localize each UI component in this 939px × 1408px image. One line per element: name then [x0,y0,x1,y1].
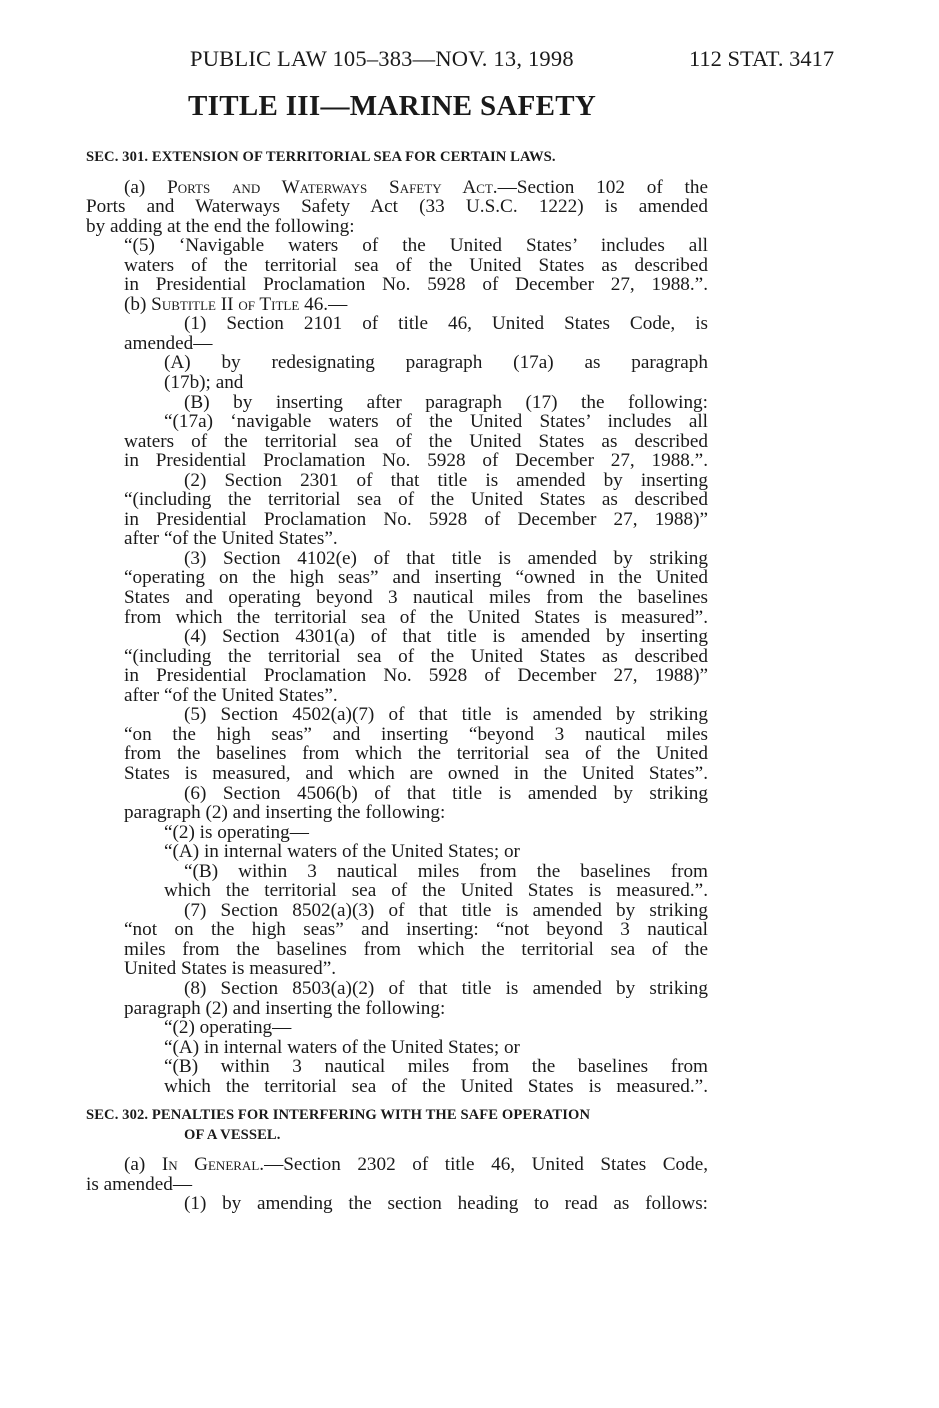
paragraph-line: “(5) ‘Navigable waters of the United States’ includes all [124,235,708,257]
paragraph-line: “(2) is operating— [164,821,309,843]
paragraph-line: (8) Section 8503(a)(2) of that title is amended by striking [184,977,708,999]
paragraph-line: in Presidential Proclamation No. 5928 of December 27, 1988)” [124,508,708,530]
paragraph-line: by adding at the end the following: [86,215,355,237]
subsection-caption: Subtitle II of Title 46. [151,293,329,315]
paragraph-line: waters of the territorial sea of the United States as described [124,254,708,276]
running-header-law: PUBLIC LAW 105–383—NOV. 13, 1998 [190,46,574,71]
section-301-heading: SEC. 301. EXTENSION OF TERRITORIAL SEA FOR CERTAIN LAWS. [86,149,556,165]
paragraph-line: (A) by redesignating paragraph (17a) as paragraph [164,352,708,374]
paragraph-line: “on the high seas” and inserting “beyond 3 nautical miles [124,723,708,745]
paragraph-line: “(A) in internal waters of the United States; or [164,1036,520,1058]
paragraph-line: (3) Section 4102(e) of that title is amended by striking [184,547,708,569]
paragraph-line: “(2) operating— [164,1017,292,1039]
subsection-302-a-line: (a) In General.—Section 2302 of title 46, United States Code, [124,1154,709,1176]
paragraph-line: United States is measured”. [124,958,337,980]
paragraph-line: amended— [124,332,213,354]
paragraph-line: (4) Section 4301(a) of that title is amended by inserting [184,626,708,648]
paragraph-line: from which the territorial sea of the United States is measured”. [124,606,708,628]
paragraph-line: which the territorial sea of the United States is measured.”. [164,880,708,902]
paragraph-line: Ports and Waterways Safety Act (33 U.S.C. 1222) is amended [86,196,708,218]
subsection-301-b-line: (b) Subtitle II of Title 46.— [124,293,348,315]
paragraph-line: after “of the United States”. [124,684,338,706]
section-302-heading: SEC. 302. PENALTIES FOR INTERFERING WITH THE SAFE OPERATION [86,1107,591,1124]
paragraph-line: (5) Section 4502(a)(7) of that title is amended by striking [184,704,708,726]
body-text [86,148,708,1214]
paragraph-line: “(A) in internal waters of the United States; or [164,841,520,863]
paragraph-line: (17b); and [164,372,244,394]
paragraph-line: (1) Section 2101 of title 46, United States Code, is [184,313,708,335]
paragraph-line: from the baselines from which the territorial sea of the United [124,743,708,765]
paragraph-line: paragraph (2) and inserting the following: [124,997,446,1019]
paragraph-line: (6) Section 4506(b) of that title is amended by striking [184,782,708,804]
title-heading: TITLE III—MARINE SAFETY [188,90,597,122]
paragraph-line: (2) Section 2301 of that title is amended by inserting [184,469,708,491]
paragraph-line: “(B) within 3 nautical miles from the baselines from [184,860,708,882]
paragraph-line: in Presidential Proclamation No. 5928 of December 27, 1988.”. [124,450,708,472]
paragraph-line: “operating on the high seas” and inserting “owned in the United [124,567,708,589]
paragraph-line: “(including the territorial sea of the United States as described [124,645,708,667]
paragraph-line: “(including the territorial sea of the United States as described [124,489,708,511]
paragraph-line: miles from the baselines from which the territorial sea of the [124,938,708,960]
paragraph-line: waters of the territorial sea of the United States as described [124,430,708,452]
paragraph-line: (B) by inserting after paragraph (17) the following: [184,391,708,413]
paragraph-line: (1) by amending the section heading to read as follows: [184,1193,708,1215]
section-302-heading-cont: OF A VESSEL. [184,1126,281,1143]
paragraph-line: in Presidential Proclamation No. 5928 of December 27, 1988.”. [124,274,708,296]
paragraph-line: “(B) within 3 nautical miles from the baselines from [164,1056,708,1078]
subsection-caption: Ports and Waterways Safety Act. [167,176,498,198]
paragraph-line: is amended— [86,1173,193,1195]
paragraph-line: States and operating beyond 3 nautical miles from the baselines [124,587,708,609]
running-header-stat: 112 STAT. 3417 [689,46,835,71]
paragraph-line: after “of the United States”. [124,528,338,550]
paragraph-line: in Presidential Proclamation No. 5928 of December 27, 1988)” [124,665,708,687]
paragraph-line: “not on the high seas” and inserting: “not beyond 3 nautical [124,919,708,941]
paragraph-line: which the territorial sea of the United States is measured.”. [164,1075,708,1097]
paragraph-line: (7) Section 8502(a)(3) of that title is amended by striking [184,899,708,921]
subsection-caption: In General. [161,1154,265,1176]
paragraph-line: paragraph (2) and inserting the following: [124,802,446,824]
subsection-301-a-line: (a) Ports and Waterways Safety Act.—Section 102 of the [124,176,708,198]
paragraph-line: “(17a) ‘navigable waters of the United States’ includes all [164,411,708,433]
paragraph-line: States is measured, and which are owned in the United States”. [124,762,708,784]
